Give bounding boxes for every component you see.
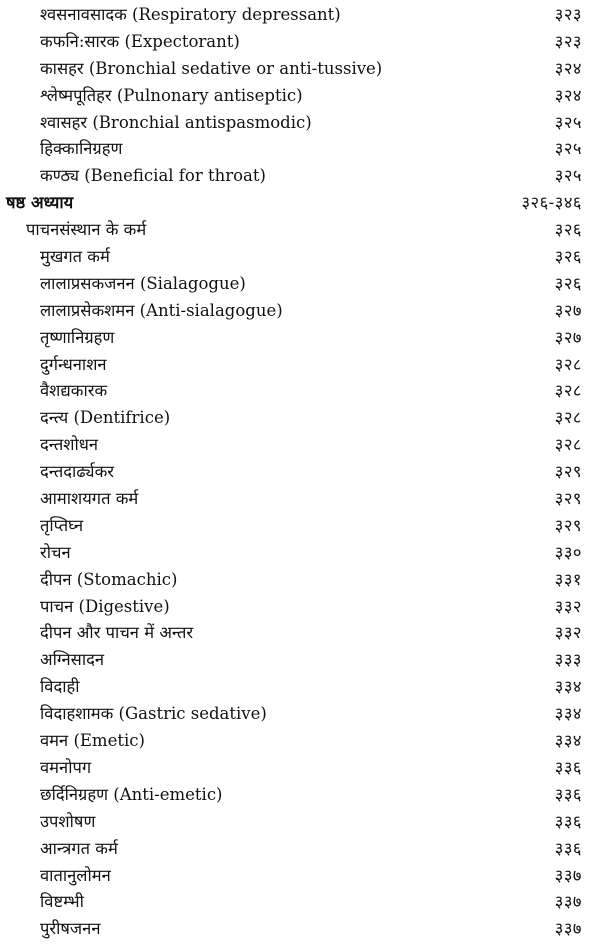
entry-title: विदाहशामक (Gastric sedative) [40, 704, 267, 724]
entry-title: अग्निसादन [40, 650, 105, 670]
section-entry [0, 217, 600, 244]
entry-title: लालाप्रसकजनन (Sialagogue) [40, 273, 246, 293]
page-number: ३३७ [554, 865, 582, 885]
chapter-heading [0, 190, 600, 217]
entry-title: आन्त्रगत कर्म [40, 838, 118, 858]
entry-title: कासहर (Bronchial sedative or anti-tussive) [40, 58, 383, 78]
page-number: ३२९ [554, 515, 582, 535]
page-number: ३३० [554, 542, 582, 562]
page-number: ३३२ [554, 623, 582, 643]
toc-entry [0, 486, 600, 513]
toc-entry [0, 594, 600, 621]
entry-title: कफनि:सारक (Expectorant) [40, 31, 240, 51]
toc-entry [0, 836, 600, 863]
toc-entry [0, 83, 600, 110]
entry-title: उपशोषण [40, 811, 96, 831]
entry-title: श्लेष्मपूतिहर (Pulnonary antiseptic) [40, 85, 303, 105]
entry-title: आमाशयगत कर्म [40, 489, 139, 509]
entry-title: विष्टम्भी [40, 892, 84, 912]
toc-entry [0, 889, 600, 916]
entry-title: पुरीषजनन [40, 919, 101, 939]
toc-entry [0, 110, 600, 137]
toc-entry [0, 163, 600, 190]
toc-entry [0, 782, 600, 809]
entry-title: कण्ठ्य (Beneficial for throat) [40, 166, 266, 186]
entry-title: लालाप्रसेकशमन (Anti-sialagogue) [40, 300, 283, 320]
page-number: ३२७ [554, 327, 582, 347]
toc-entry [0, 325, 600, 352]
toc-entry [0, 863, 600, 890]
toc-entry [0, 298, 600, 325]
page-number: ३२६ [554, 273, 582, 293]
toc-entry [0, 540, 600, 567]
toc-entry [0, 56, 600, 83]
entry-title: हिक्कानिग्रहण [40, 139, 123, 159]
toc-entry [0, 701, 600, 728]
entry-title: छर्दिनिग्रहण (Anti-emetic) [40, 784, 223, 804]
page-number: ३२८ [554, 354, 582, 374]
toc-entry [0, 378, 600, 405]
page-number: ३२७ [554, 300, 582, 320]
page-number: ३२६ [554, 247, 582, 267]
entry-title: दन्तदार्ढ्यकर [40, 462, 114, 482]
entry-title: मुखगत कर्म [40, 247, 110, 267]
page-number: ३२४ [554, 58, 582, 78]
page-number: ३३६ [554, 838, 582, 858]
page-number: ३३३ [554, 650, 582, 670]
toc-entry [0, 674, 600, 701]
toc-entry [0, 405, 600, 432]
toc-entry [0, 459, 600, 486]
page-number: ३२३ [554, 31, 582, 51]
entry-title: दीपन और पाचन में अन्तर [40, 623, 194, 643]
toc-entry [0, 916, 600, 943]
toc-entry [0, 136, 600, 163]
toc-entry [0, 2, 600, 29]
page-number: ३२५ [554, 112, 582, 132]
entry-title: पाचनसंस्थान के कर्म [26, 220, 147, 240]
toc-entry [0, 728, 600, 755]
entry-title: श्वसनावसादक (Respiratory depressant) [40, 5, 341, 24]
page-number: ३३६ [554, 811, 582, 831]
entry-title: वैशद्यकारक [40, 381, 108, 401]
entry-title: तृप्तिघ्न [40, 515, 84, 535]
toc-entry [0, 432, 600, 459]
toc-entry [0, 647, 600, 674]
page-number: ३२६ [554, 220, 582, 240]
toc-entry [0, 352, 600, 379]
entry-title: विदाही [40, 677, 80, 697]
toc-entry [0, 809, 600, 836]
page-number: ३२५ [554, 166, 582, 186]
entry-title: दीपन (Stomachic) [40, 569, 178, 589]
entry-title: दन्त्य (Dentifrice) [40, 408, 171, 428]
entry-title: वमन (Emetic) [40, 731, 145, 751]
toc-entry [0, 620, 600, 647]
toc-entry [0, 755, 600, 782]
entry-title: पाचन (Digestive) [40, 596, 170, 616]
page-number: ३३४ [554, 731, 582, 751]
page-number: ३३१ [554, 569, 582, 589]
page-number: ३३६ [554, 757, 582, 777]
page-number: ३२८ [554, 435, 582, 455]
page-number: ३२४ [554, 85, 582, 105]
toc-entry [0, 271, 600, 298]
entry-title: दन्तशोधन [40, 435, 99, 455]
entry-title: तृष्णानिग्रहण [40, 327, 115, 347]
page-number: ३२३ [554, 5, 582, 24]
toc-entry [0, 29, 600, 56]
toc-entry [0, 567, 600, 594]
page-number: ३२६-३४६ [521, 193, 582, 213]
toc-entry [0, 244, 600, 271]
page-number: ३२८ [554, 381, 582, 401]
page-number: ३२८ [554, 408, 582, 428]
page-number: ३३७ [554, 892, 582, 912]
entry-title: दुर्गन्धनाशन [40, 354, 107, 374]
page-number: ३३४ [554, 704, 582, 724]
page-number: ३२९ [554, 489, 582, 509]
entry-title: वातानुलोमन [40, 865, 111, 885]
entry-title: षष्ठ अध्याय [6, 193, 74, 213]
page-number: ३२५ [554, 139, 582, 159]
entry-title: रोचन [40, 542, 71, 562]
page-number: ३३२ [554, 596, 582, 616]
page-number: ३२९ [554, 462, 582, 482]
page-number: ३३७ [554, 919, 582, 939]
entry-title: श्वासहर (Bronchial antispasmodic) [40, 112, 312, 132]
toc-entry [0, 513, 600, 540]
page-number: ३३६ [554, 784, 582, 804]
entry-title: वमनोपग [40, 757, 92, 777]
page-number: ३३४ [554, 677, 582, 697]
